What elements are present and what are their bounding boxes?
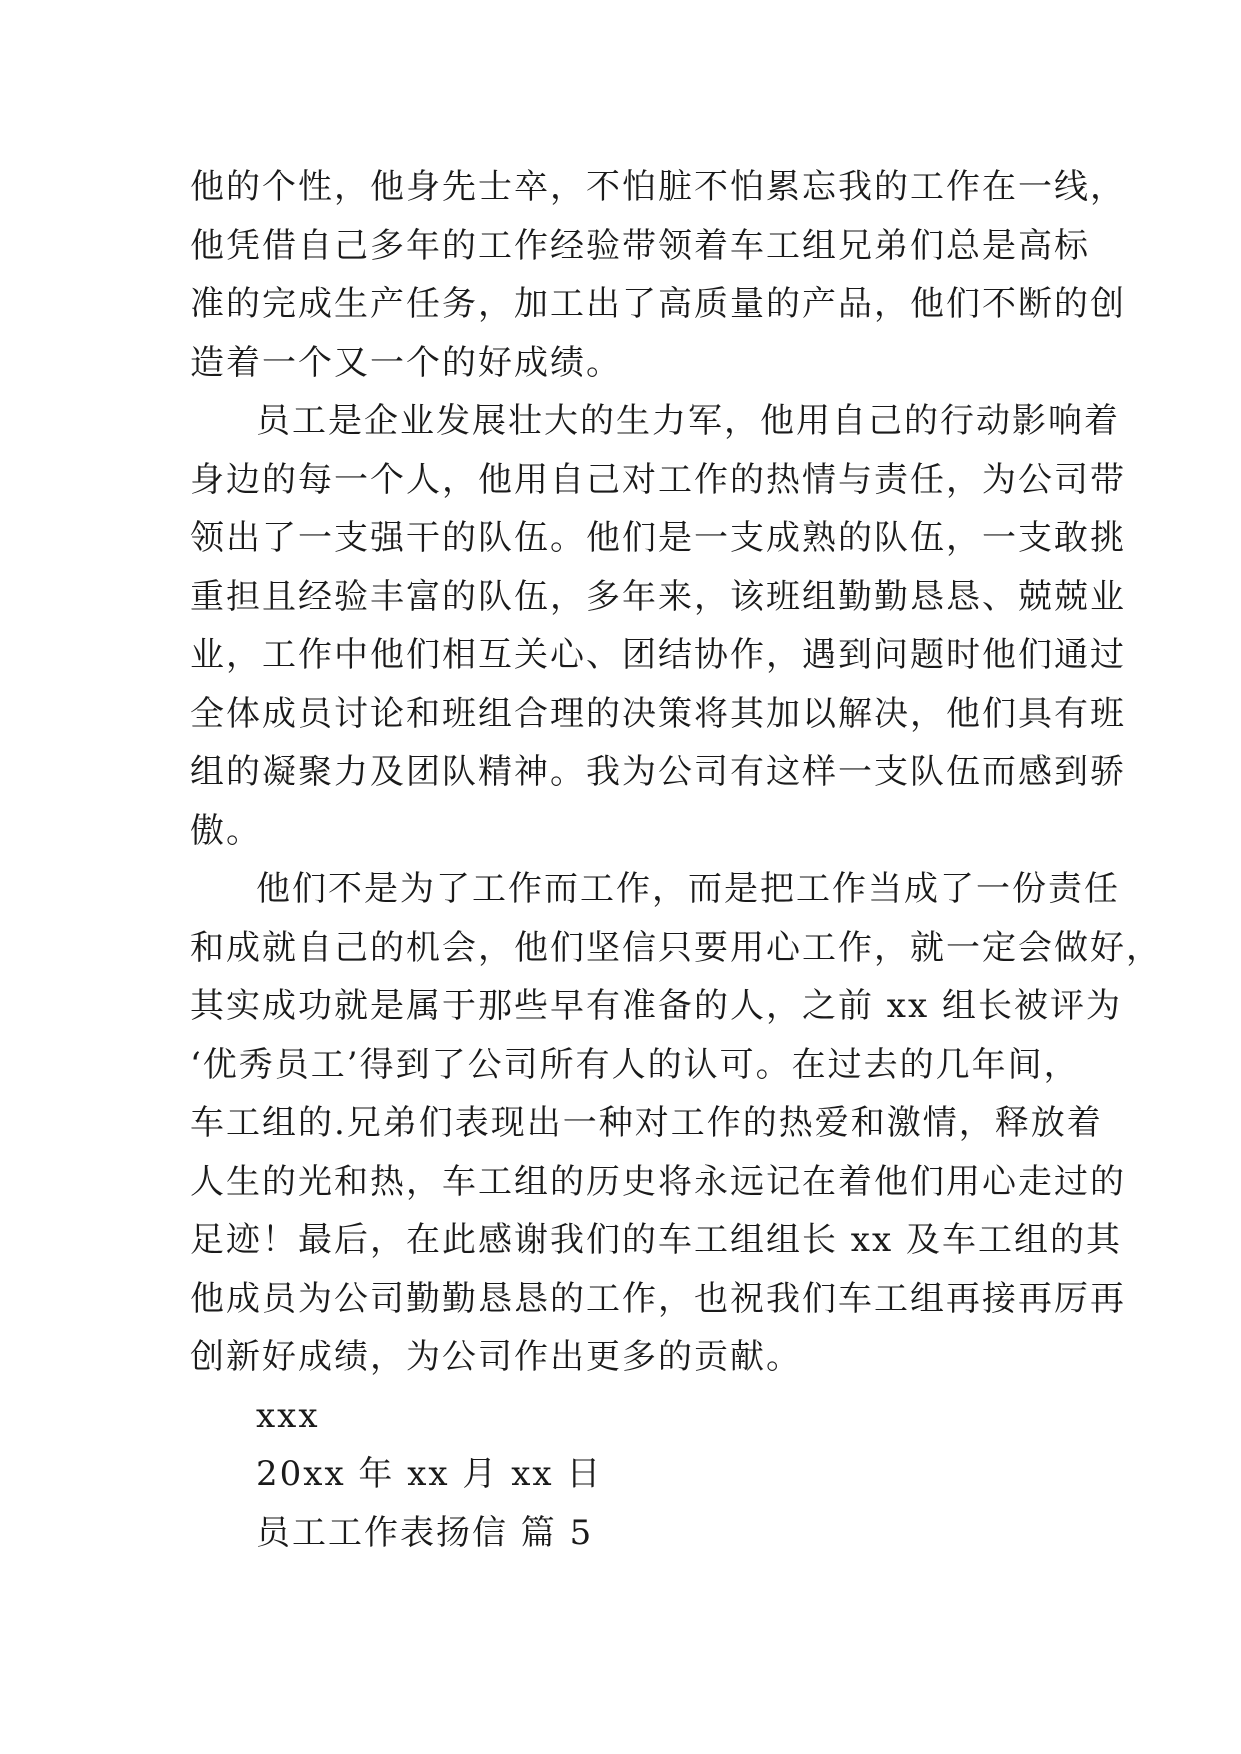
paragraph-line: 创新好成绩，为公司作出更多的贡献。 <box>190 1337 802 1377</box>
paragraph-1 <box>190 158 1126 392</box>
paragraph-line: 身边的每一个人，他用自己对工作的热情与责任，为公司带 <box>190 459 1126 500</box>
paragraph-3 <box>190 860 1162 1387</box>
letter-body <box>190 158 1162 1562</box>
paragraph-line: 业，工作中他们相互关心、团结协作，遇到问题时他们通过 <box>190 635 1126 675</box>
paragraph-line: 全体成员讨论和班组合理的决策将其加以解决，他们具有班 <box>190 693 1126 734</box>
paragraph-line: 领出了一支强干的队伍。他们是一支成熟的队伍，一支敢挑 <box>190 518 1126 558</box>
paragraph-line: ‘优秀员工’得到了公司所有人的认可。在过去的几年间， <box>190 1044 1080 1085</box>
paragraph-line: 他凭借自己多年的工作经验带领着车工组兄弟们总是高标 <box>190 225 1090 266</box>
signature-block <box>190 1387 1060 1563</box>
paragraph-line: 重担且经验丰富的队伍，多年来，该班组勤勤恳恳、兢兢业 <box>190 576 1126 617</box>
paragraph-line: 其实成功就是属于那些早有准备的人，之前 xx 组长被评为 <box>190 986 1122 1026</box>
paragraph-line: 他们不是为了工作而工作，而是把工作当成了一份责任 <box>256 869 1120 909</box>
paragraph-2 <box>190 392 1126 860</box>
next-section-title: 员工工作表扬信 篇 5 <box>256 1512 594 1553</box>
signature-name: xxx <box>256 1395 320 1436</box>
signature-date: 20xx 年 xx 月 xx 日 <box>256 1454 603 1494</box>
paragraph-line: 足迹！最后，在此感谢我们的车工组组长 xx 及车工组的其 <box>190 1220 1122 1260</box>
paragraph-line: 人生的光和热，车工组的历史将永远记在着他们用心走过的 <box>190 1161 1126 1202</box>
paragraph-line: 组的凝聚力及团队精神。我为公司有这样一支队伍而感到骄 <box>190 752 1126 792</box>
paragraph-line: 准的完成生产任务，加工出了高质量的产品，他们不断的创 <box>190 284 1126 324</box>
paragraph-line: 他成员为公司勤勤恳恳的工作，也祝我们车工组再接再厉再 <box>190 1278 1126 1319</box>
paragraph-line: 车工组的.兄弟们表现出一种对工作的热爱和激情，释放着 <box>190 1103 1103 1143</box>
paragraph-line: 他的个性，他身先士卒，不怕脏不怕累忘我的工作在一线， <box>190 167 1126 207</box>
paragraph-line: 傲。 <box>190 810 262 851</box>
paragraph-line: 和成就自己的机会，他们坚信只要用心工作，就一定会做好， <box>190 927 1162 968</box>
paragraph-line: 员工是企业发展壮大的生力军，他用自己的行动影响着 <box>256 401 1120 441</box>
paragraph-line: 造着一个又一个的好成绩。 <box>190 342 622 383</box>
